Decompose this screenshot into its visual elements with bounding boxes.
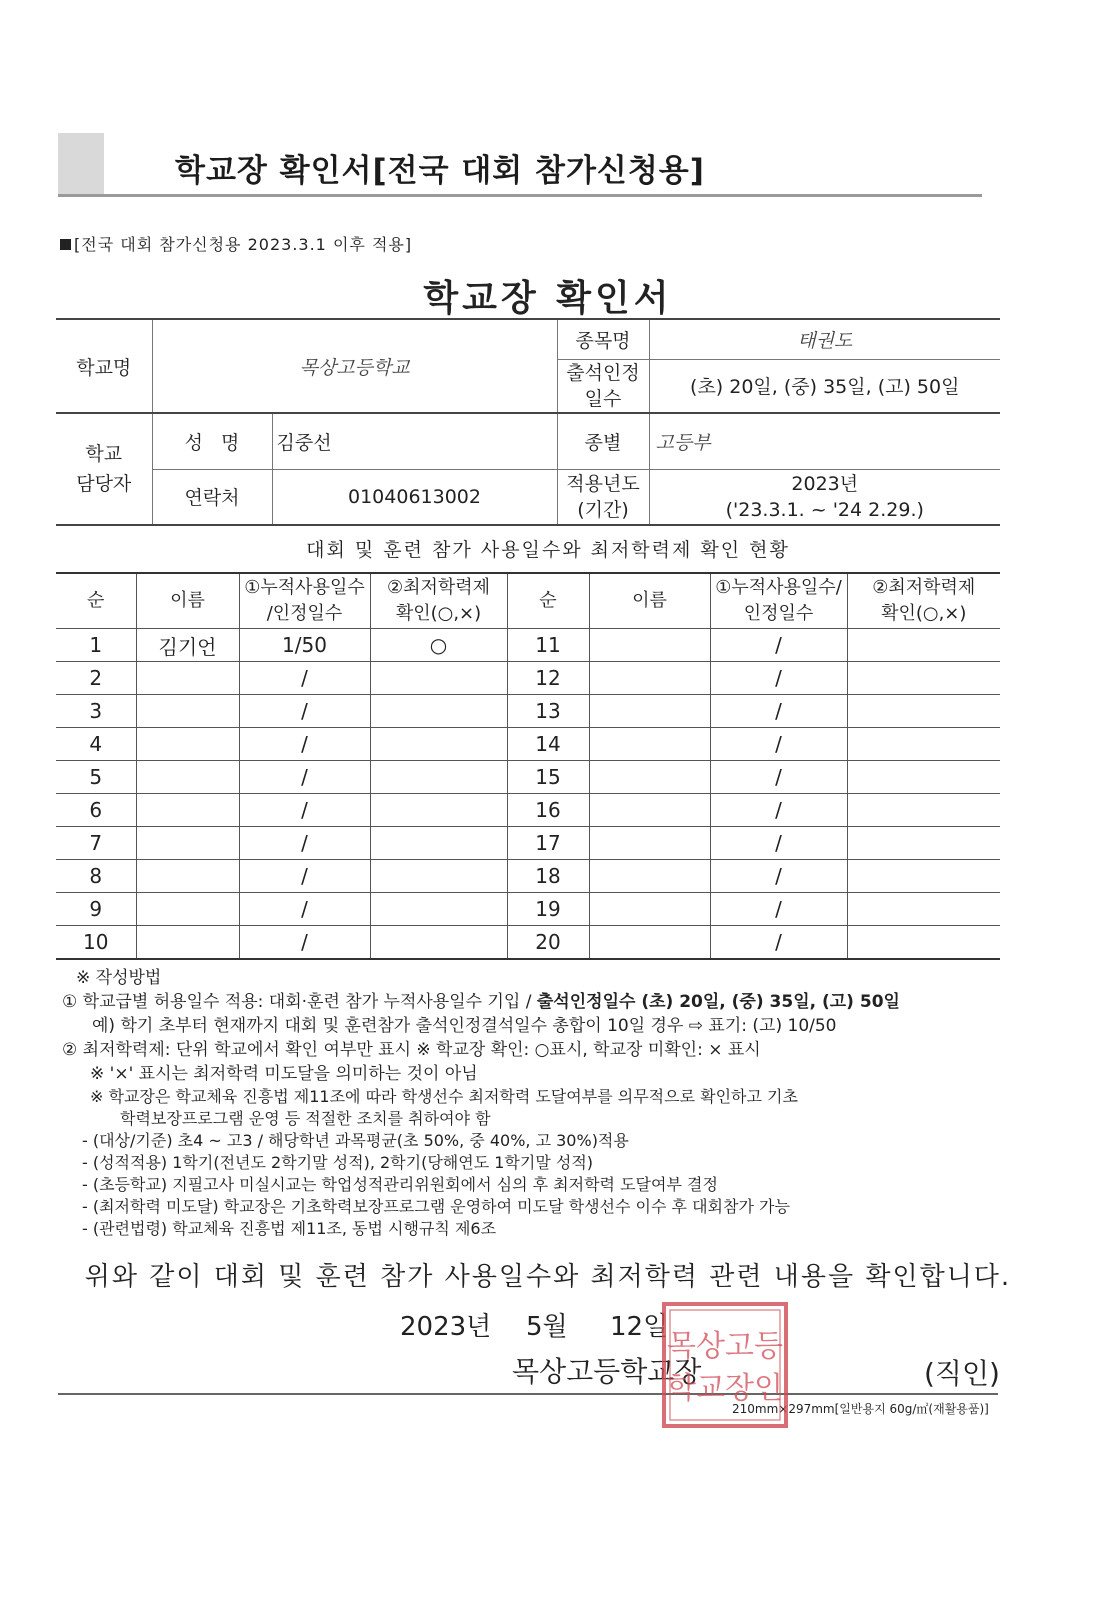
row-name [136,860,239,893]
instruction-line: - (대상/기준) 초4 ~ 고3 / 해당학년 과목평균(초 50%, 중 40%, 고 30%)적용 [82,1131,629,1150]
row-name [136,761,239,794]
instruction-line: - (최저학력 미도달) 학교장은 기초학력보장프로그램 운영하여 미도달 학생선수 이수 후 대회참가 가능 [82,1197,790,1216]
header-gray-block [58,133,104,195]
section-title: 대회 및 훈련 참가 사용일수와 최저학력제 확인 현황 [306,539,790,561]
row-min-grade [370,827,507,860]
header-name: 이름 [136,573,239,629]
school-signature: 목상고등학교장 [512,1355,702,1388]
confirm-text: 위와 같이 대회 및 훈련 참가 사용일수와 최저학력 관련 내용을 확인합니다. [84,1262,1012,1292]
row-min-grade-right [847,860,1000,893]
row-days: 1/50 [239,629,370,662]
table-row [56,695,1000,728]
row-number-right: 19 [507,893,589,926]
header-no-right: 순 [507,573,589,629]
instruction-line: ※ 학교장은 학교체육 진흥법 제11조에 따라 학생선수 최저학력 도달여부를 의무적으로 확인하고 기초 [90,1087,798,1106]
row-number-right: 11 [507,629,589,662]
instruction-line: 학력보장프로그램 운영 등 적절한 조치를 취하여야 함 [120,1109,491,1128]
date-year: 2023년 [400,1312,492,1342]
row-name-right [589,893,710,926]
row-days: / [239,662,370,695]
row-name [136,728,239,761]
row-days-right: / [710,827,847,860]
bottom-rule [58,1393,998,1395]
division-value: 고등부 [649,413,1000,469]
row-days-right: / [710,860,847,893]
row-min-grade-right [847,827,1000,860]
row-name [136,827,239,860]
row-name-right [589,761,710,794]
row-number: 1 [56,629,136,662]
row-name [136,926,239,960]
row-days: / [239,761,370,794]
instructions [62,966,1012,1240]
row-name-right [589,728,710,761]
instruction-line: ※ '×' 표시는 최저학력 미도달을 의미하는 것이 아님 [90,1064,478,1084]
notice [60,232,412,255]
row-days-right: / [710,761,847,794]
row-number-right: 12 [507,662,589,695]
row-number: 3 [56,695,136,728]
instruction-line: - (관련법령) 학교체육 진흥법 제11조, 동법 시행규칙 제6조 [82,1219,497,1238]
row-number: 10 [56,926,136,960]
row-days-right: / [710,926,847,960]
row-min-grade-right [847,926,1000,960]
instruction-line: - (성적적용) 1학기(전년도 2학기말 성적), 2학기(당해연도 1학기말 성적) [82,1153,594,1172]
row-days: / [239,893,370,926]
row-number-right: 13 [507,695,589,728]
table-row [56,761,1000,794]
row-min-grade [370,893,507,926]
division-label: 종별 [557,413,649,469]
name-label: 성 명 [152,413,272,469]
row-days: / [239,728,370,761]
info-table [56,318,1000,526]
year-period: ('23.3.1. ~ '24 2.29.) [725,498,924,521]
row-min-grade-right [847,794,1000,827]
row-number: 9 [56,893,136,926]
header-title: 학교장 확인서[전국 대회 참가신청용] [175,153,705,189]
row-min-grade-right [847,662,1000,695]
header-min-grade-right: ②최저학력제 확인(○,×) [847,573,1000,629]
row-days-right: / [710,794,847,827]
row-days-right: / [710,893,847,926]
table-row [56,926,1000,960]
header-min-grade: ②최저학력제 확인(○,×) [370,573,507,629]
row-number-right: 14 [507,728,589,761]
row-number-right: 18 [507,860,589,893]
contact-value: 01040613002 [272,469,557,525]
row-days-right: / [710,629,847,662]
row-min-grade-right [847,728,1000,761]
instruction-line: - (초등학교) 지필고사 미실시교는 학업성적관리위원회에서 심의 후 최저학력 도달여부 결정 [82,1175,718,1194]
row-number-right: 20 [507,926,589,960]
row-name [136,794,239,827]
row-min-grade-right [847,761,1000,794]
row-name-right [589,662,710,695]
notice-text: [전국 대회 참가신청용 2023.3.1 이후 적용] [74,235,413,254]
row-number: 6 [56,794,136,827]
official-seal-stamp [660,1300,790,1430]
year-label: 적용년도 (기간) [557,469,649,525]
instruction-text: ① 학교급별 허용일수 적용: 대회·훈련 참가 누적사용일수 기입 / [62,992,537,1012]
row-name [136,662,239,695]
row-number: 5 [56,761,136,794]
instruction-bold: 출석인정일수 (초) 20일, (중) 35일, (고) 50일 [536,992,900,1012]
row-name-right [589,695,710,728]
attendance-value: (초) 20일, (중) 35일, (고) 50일 [649,359,1000,413]
sport-value: 태권도 [649,319,1000,359]
table-row [56,629,1000,662]
year-cell [649,469,1000,525]
row-number-right: 17 [507,827,589,860]
row-number: 4 [56,728,136,761]
row-name [136,893,239,926]
contact-label: 연락처 [152,469,272,525]
table-row [56,794,1000,827]
header-rule [58,194,982,197]
bullet-square-icon [60,239,71,250]
row-days: / [239,695,370,728]
header-days-right: ①누적사용일수/ 인정일수 [710,573,847,629]
instruction-line [62,990,1012,1014]
seal-label: (직인) [924,1357,1000,1390]
table-row [56,860,1000,893]
row-number: 8 [56,860,136,893]
row-name: 김기언 [136,629,239,662]
sport-label: 종목명 [557,319,649,359]
row-name-right [589,629,710,662]
row-min-grade-right [847,695,1000,728]
attendance-label: 출석인정 일수 [557,359,649,413]
row-name-right [589,860,710,893]
instruction-line: ② 최저학력제: 단위 학교에서 확인 여부만 표시 ※ 학교장 확인: ○표시, 학교장 미확인: × 표시 [62,1040,761,1060]
table-row [56,893,1000,926]
table-row [56,728,1000,761]
table-row [56,827,1000,860]
participation-grid [56,572,1000,960]
paper-note: 210mm×297mm[일반용지 60g/㎡(재활용품)] [732,1402,989,1416]
manager-label: 학교 담당자 [56,413,152,525]
row-name-right [589,926,710,960]
row-min-grade [370,728,507,761]
row-name-right [589,827,710,860]
row-min-grade [370,860,507,893]
svg-text:목상고등: 목상고등 [667,1329,783,1364]
row-days-right: / [710,695,847,728]
row-name [136,695,239,728]
header-no: 순 [56,573,136,629]
row-min-grade-right [847,629,1000,662]
row-min-grade-right [847,893,1000,926]
row-number: 7 [56,827,136,860]
row-number-right: 16 [507,794,589,827]
school-label: 학교명 [56,319,152,413]
row-name-right [589,794,710,827]
date-day: 12일 [610,1312,669,1342]
row-number-right: 15 [507,761,589,794]
row-days-right: / [710,662,847,695]
row-min-grade [370,761,507,794]
header-name-right: 이름 [589,573,710,629]
row-days: / [239,860,370,893]
date-month: 5월 [526,1312,568,1342]
row-min-grade [370,695,507,728]
row-min-grade [370,794,507,827]
instructions-heading: ※ 작성방법 [76,968,162,988]
row-min-grade [370,662,507,695]
header-days: ①누적사용일수 /인정일수 [239,573,370,629]
row-days: / [239,827,370,860]
row-min-grade [370,926,507,960]
svg-text:학교장인: 학교장인 [667,1371,783,1406]
row-min-grade: ○ [370,629,507,662]
row-days-right: / [710,728,847,761]
document-title: 학교장 확인서 [423,278,673,319]
year-value: 2023년 [791,472,859,495]
row-days: / [239,794,370,827]
row-days: / [239,926,370,960]
name-value: 김중선 [272,413,557,469]
school-value: 목상고등학교 [152,319,557,413]
row-number: 2 [56,662,136,695]
instruction-line: 예) 학기 초부터 현재까지 대회 및 훈련참가 출석인정결석일수 총합이 10일 경우 ⇨ 표기: (고) 10/50 [92,1016,837,1036]
table-row [56,662,1000,695]
grid-header-row [56,573,1000,629]
